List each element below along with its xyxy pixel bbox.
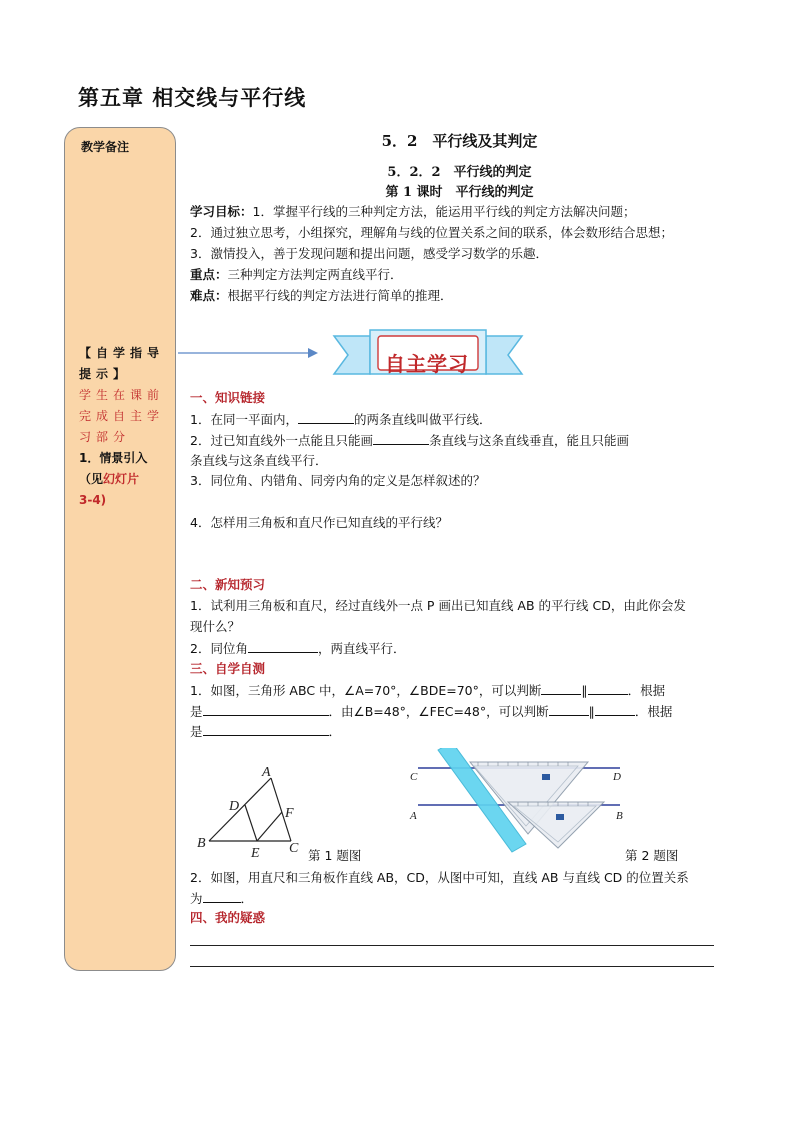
subsection-title: 5．2．2 平行线的判定: [387, 165, 532, 180]
fig2-label-B: B: [616, 810, 623, 822]
part2-q2: [190, 639, 405, 658]
objective-text: 1．掌握平行线的三种判定方法，能运用平行线的判定方法解决问题；: [252, 204, 636, 219]
figure1-triangle: [195, 762, 315, 862]
part1-q1: [190, 410, 491, 429]
part3-q1-line3: [190, 722, 341, 741]
sidebar-label: 教学备注: [81, 140, 130, 154]
slide-reference: [79, 469, 165, 490]
answer-blank[interactable]: [298, 410, 354, 424]
part4-title: 四、我的疑惑: [190, 910, 266, 925]
hint-line: 习部分: [79, 430, 131, 444]
fig1-label-A: A: [262, 765, 271, 780]
figure2-caption: 第 2 题图: [625, 848, 679, 863]
objectives-label: 学习目标：: [190, 204, 253, 219]
q-text: ．根据: [634, 704, 673, 719]
part1-q3: 3．同位角、内错角、同旁内角的定义是怎样叙述的？: [190, 473, 486, 488]
q-text: ．: [240, 891, 254, 906]
ref-open: （见: [79, 472, 104, 486]
figure1-caption: 第 1 题图: [308, 848, 362, 863]
fig1-label-D: D: [229, 799, 240, 814]
pointer-arrow-icon: [178, 346, 318, 360]
q-text: 2．过已知直线外一点能且只能画: [190, 433, 373, 448]
key-point: [190, 266, 403, 284]
part2-q1-cont: 现什么？: [190, 619, 241, 634]
part2-title: 二、新知预习: [190, 577, 266, 592]
hint-line: 学生在课前: [79, 388, 165, 402]
part3-q1-line2: [190, 702, 672, 721]
question-writing-line[interactable]: [190, 966, 714, 967]
answer-blank[interactable]: [373, 431, 429, 445]
figure2-ruler-setsquare: [408, 748, 628, 858]
answer-blank[interactable]: [248, 639, 318, 653]
hint-line: 完成自主学: [79, 409, 165, 423]
fig2-label-C: C: [410, 771, 418, 783]
question-writing-line[interactable]: [190, 945, 714, 946]
fig1-label-F: F: [285, 806, 294, 821]
part2-q1: 1．试利用三角板和直尺，经过直线外一点 P 画出已知直线 AB 的平行线 CD，由此你会发: [190, 598, 686, 613]
answer-blank[interactable]: [588, 681, 628, 695]
part3-q2-cont: [190, 889, 253, 908]
intro-label: 1．情景引入: [79, 451, 148, 465]
q-text: 1．在同一平面内，: [190, 412, 298, 427]
banner-text: 自主学习: [385, 352, 469, 376]
self-study-hint: [79, 343, 165, 511]
q-text: 是: [190, 704, 203, 719]
ref-range: 3-4): [79, 493, 107, 507]
q-text: ．: [328, 724, 342, 739]
q-text: ，两直线平行．: [317, 641, 406, 656]
q-text: ．由∠B=48°，∠FEC=48°，可以判断: [328, 704, 549, 719]
part3-q1: [190, 681, 665, 700]
fig1-label-E: E: [251, 846, 260, 861]
part1-q2-cont: 条直线与这条直线平行．: [190, 453, 328, 468]
difficult-point: [190, 287, 453, 305]
answer-blank[interactable]: [595, 702, 635, 716]
part3-q2: 2．如图，用直尺和三角板作直线 AB，CD，从图中可知，直线 AB 与直线 CD 的位置关系: [190, 870, 689, 885]
chapter-title: 第五章 相交线与平行线: [78, 85, 307, 110]
objective-line-1: [190, 203, 635, 221]
q-text: 为: [190, 891, 203, 906]
q-text: 条直线与这条直线垂直，能且只能画: [428, 433, 629, 448]
q-text: 1．如图，三角形 ABC 中，∠A=70°，∠BDE=70°，可以判断: [190, 683, 542, 698]
lesson-title: 第 1 课时 平行线的判定: [385, 185, 534, 200]
answer-blank[interactable]: [549, 702, 589, 716]
key-label: 重点：: [190, 267, 228, 282]
fig2-label-A: A: [410, 810, 417, 822]
teaching-notes-sidebar: [64, 127, 176, 971]
answer-blank[interactable]: [203, 702, 329, 716]
difficult-text: 根据平行线的判定方法进行简单的推理．: [227, 288, 453, 303]
part1-q4: 4．怎样用三角板和直尺作已知直线的平行线？: [190, 515, 448, 530]
part1-q2: [190, 431, 629, 450]
objective-line-2: 2．通过独立思考，小组探究，理解角与线的位置关系之间的联系，体会数形结合思想；: [190, 225, 673, 240]
fig1-label-C: C: [289, 841, 299, 856]
section-title: 5．2 平行线及其判定: [381, 132, 538, 150]
difficult-label: 难点：: [190, 288, 228, 303]
ref-slides: 幻灯片: [103, 472, 140, 486]
q-text: 2．同位角: [190, 641, 248, 656]
hint-title-line1: 【自学指导: [79, 346, 165, 360]
answer-blank[interactable]: [541, 681, 581, 695]
parallel-symbol: ∥: [588, 704, 595, 719]
fig1-label-B: B: [197, 836, 206, 851]
fig2-label-D: D: [613, 771, 621, 783]
hint-title-line2: 提示】: [79, 367, 131, 381]
parallel-symbol: ∥: [581, 683, 588, 698]
q-text: 的两条直线叫做平行线．: [353, 412, 492, 427]
part1-title: 一、知识链接: [190, 390, 266, 405]
q-text: ．根据: [627, 683, 666, 698]
part3-title: 三、自学自测: [190, 661, 266, 676]
q-text: 是: [190, 724, 203, 739]
answer-blank[interactable]: [203, 889, 241, 903]
answer-blank[interactable]: [203, 722, 329, 736]
objective-line-3: 3．激情投入，善于发现问题和提出问题，感受学习数学的乐趣．: [190, 246, 548, 261]
key-text: 三种判定方法判定两直线平行．: [227, 267, 403, 282]
